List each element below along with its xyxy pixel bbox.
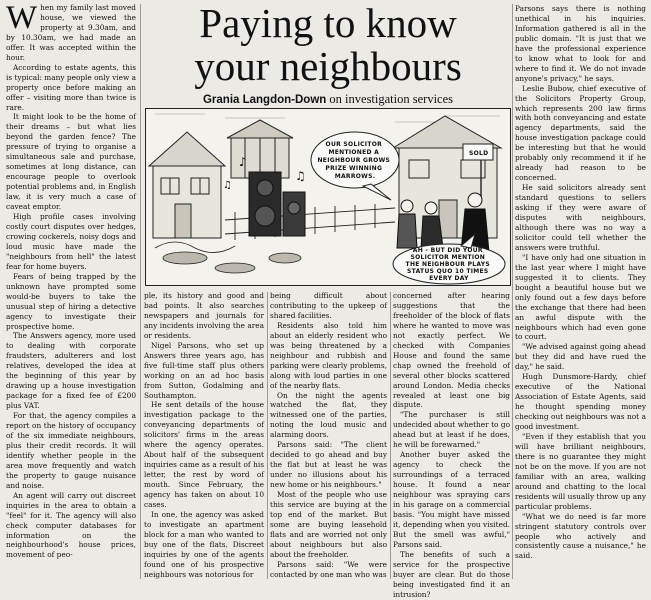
paragraph: An agent will carry out discreet inquiries in the area to obtain a "feel" for it. The agency will also check computer databases for information on the neighbourhood's house prices, movement of peo-: [6, 490, 136, 560]
article-column-right: [515, 4, 646, 580]
svg-text:OUR SOLICITOR MENTIONE: OUR SOLICITOR MENTIONED A NEIGHBOUR GROWS PRIZE WINNING MARROWS.: [317, 141, 391, 180]
svg-text:♫: ♫: [295, 169, 306, 183]
article-column-3: [270, 291, 387, 581]
paragraph: The benefits of such a service for the prospective buyer are clear. But do those being investigated find it an intrusion?: [393, 549, 510, 599]
paragraph: Parsons said: "We were contacted by one man who was: [270, 559, 387, 579]
paragraph: Leslie Bubow, chief executive of the Solicitors Property Group, which represents 200 law firms with both conveyancing and estate agency departments, said the house investigation package could be interesting but that he would probably only recommend it if he already had reason to be concerned.: [515, 83, 646, 183]
paragraph: ple, its history and good and bad points. It also searches newspapers and journals for any incidents involving the area or residents.: [144, 291, 264, 340]
paragraph: Another buyer asked the agency to check the surroundings of a terraced house. It found a near neighbour was spraying cars in his garage on a commercial basis. "You might have missed it, depending when you visited. But the smell was awful," Parsons said.: [393, 450, 510, 549]
svg-text:SOLD: SOLD: [469, 150, 489, 157]
headline-line-2: your neighbours: [194, 43, 462, 89]
article-column-1: [6, 0, 136, 581]
paragraph: On the night the agents watched the flat, they witnessed one of the parties, noting the loud music and alarming doors.: [270, 390, 387, 440]
article-column-2: [144, 291, 264, 581]
byline: [148, 92, 508, 107]
paragraph: Hugh Dunsmore-Hardy, chief executive of the National Association of Estate Agents, said he thought spending money checking out neighbours was not a good investment.: [515, 372, 646, 432]
paragraph: Residents also told him about an elderly resident who was being threatened by a neighbour and rubbish and parking were clearly problems, along with loud parties in one of the nearby flats.: [270, 320, 387, 390]
paragraph: Most of the people who use this service are buying at the top end of the market. But some are buying leasehold flats and are worried not only about neighbours but also about the freeholder.: [270, 490, 387, 559]
lead-paragraph: When my family last moved house, we viewed the property at 9.30am, and by 10.30am, we had made an offer. It was accepted within the hour.: [6, 0, 136, 62]
column-divider: [390, 292, 391, 579]
drop-cap: W: [6, 0, 38, 36]
paragraph: He said solicitors already sent standard questions to sellers asking if they were aware of disputes with neighbours, although there was no way a solicitor could tell whether the answers were truthful.: [515, 183, 646, 252]
paragraph: Parsons said: "The client decided to go ahead and buy the flat but at least he was under no illusions about his new home or his neighbours.": [270, 440, 387, 490]
column-divider: [512, 4, 513, 579]
paragraph: Nigel Parsons, who set up Answers three years ago, has five full-time staff plus others working on an ad hoc basis from Sutton, Godalming and Southampton.: [144, 340, 264, 400]
headline: [148, 2, 508, 88]
paragraph: He sent details of the house investigation package to the conveyancing departments of solicitors' firms in the areas where the agency operates. About half of the subsequent inquiries came as a result of his letter, the rest by word of mouth. Since February, the agency has taken on about 10 cases.: [144, 400, 264, 510]
paragraph: For that, the agency compiles a report on the history of occupancy of the six immediate neighbours, plus their credit records. It will identify whether people in the area move frequently and watch the property to gauge nuisance and noise.: [6, 411, 136, 490]
svg-text:♪: ♪: [239, 155, 247, 169]
paragraph: High profile cases involving costly court disputes over hedges, crowing cockerels, noisy dogs and loud music have made the "neighbours from hell" the latest fear for home buyers.: [6, 212, 136, 271]
paragraph: "The purchaser is still undecided about whether to go ahead but at least if he does, he will be forewarned.": [393, 410, 510, 450]
byline-author: Grania Langdon-Down: [202, 94, 327, 106]
paragraph: The Answers agency, more used to dealing with corporate fraudsters, adulterers and lost relatives, developed the idea at the beginning of this year by drawing up a house investigation package for a fixed fee of £200 plus VAT.: [6, 331, 136, 411]
paragraph: Fears of being trapped by the unknown have prompted some would-be buyers to take the unusual step of hiring a detective agency to investigate their prospective home.: [6, 271, 136, 331]
svg-text:AH - BUT DID YOUR SOLI: AH - BUT DID YOUR SOLICITOR MENTION THE NEIGHBOUR PLAYS STATUS QUO 10 TIMES EVERY DAY: [405, 247, 491, 282]
cartoon-illustration: [145, 108, 511, 286]
paragraph: "We advised against going ahead but they did and have rued the day," he said.: [515, 342, 646, 372]
paragraph: "Even if they establish that you will have brilliant neighbours, there is no guarantee they might not be on the move. If you are not familiar with an area, walking around and chatting to the local residents will usually throw up any particular problems.: [515, 431, 646, 511]
paragraph: In one, the agency was asked to investigate an apartment block for a man who wanted to buy one of the flats. Discreet inquiries by one of the agents found one of his prospective neighbours was notorious for: [144, 509, 264, 579]
svg-text:♫: ♫: [223, 180, 232, 191]
headline-line-1: Paying to know: [199, 0, 457, 46]
paragraph: According to estate agents, this is typical: many people only view a property once before making an offer – visiting more than twice is rare.: [6, 62, 136, 112]
article-column-4: [393, 291, 510, 599]
paragraph: "What we do need is far more stringent statutory controls over people who actively and consistently cause a nuisance," he said.: [515, 511, 646, 561]
column-divider: [267, 292, 268, 579]
byline-rest: on investigation services: [329, 92, 454, 106]
paragraph: Parsons says there is nothing unethical in his inquiries. Information gathered is all in the public domain. "It is just that we have the professional experience to know what to look for and where to find it. We do not invade anyone's privacy," he says.: [515, 4, 646, 83]
paragraph: being difficult about contributing to the upkeep of shared facilities.: [270, 291, 387, 320]
paragraph: It might look to be the home of their dreams – but what lies beyond the garden fence? The pressure of trying to organise a simultaneous sale and purchase, sometimes at long distance, can encourage people to overlook potential problems and, in English law, it is very much a case of caveat emptor.: [6, 112, 136, 212]
paragraph: "I have only had one situation in the last year where I might have suggested it to clients. They bought a beautiful house but we only found out a few days before the exchange that there had been an awful dispute with the neighbours which had even gone to court.: [515, 252, 646, 342]
column-divider: [140, 4, 141, 579]
paragraph: concerned after hearing suggestions that the freeholder of the block of flats where he wanted to move was not exactly perfect. We checked with Companies House and found the same chap owned the freehold of several other blocks scattered around London. Media checks revealed at least one big dispute.: [393, 291, 510, 410]
